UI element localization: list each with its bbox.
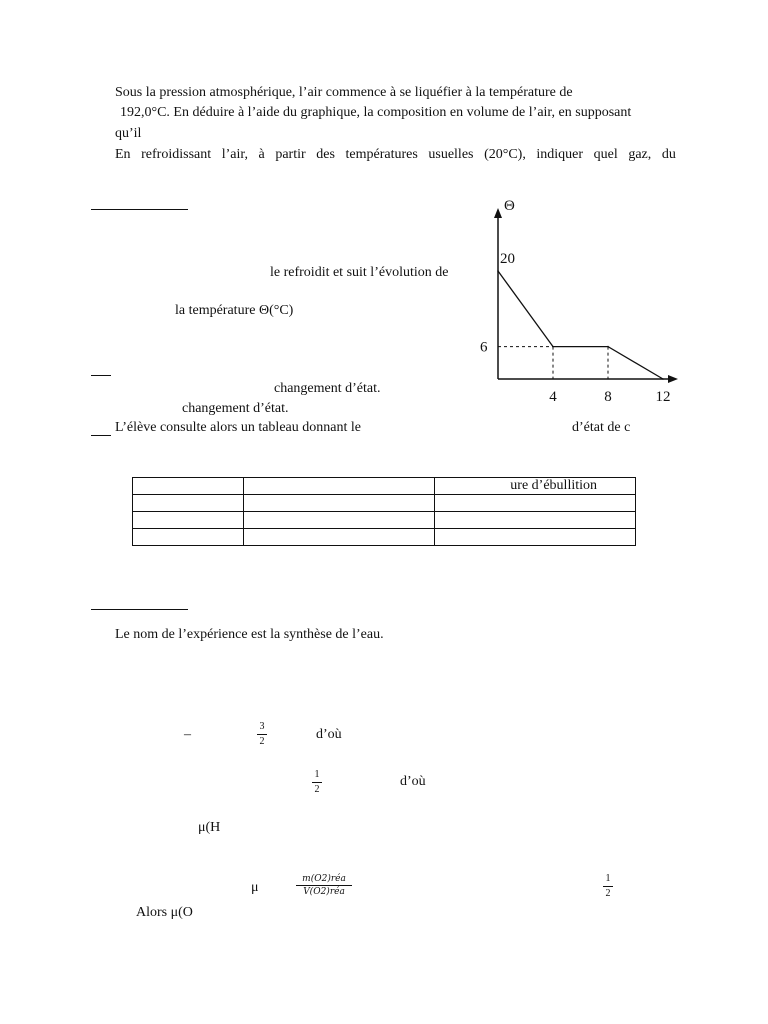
intro-line-4-word: (20°C), (484, 147, 526, 162)
table-row (133, 495, 636, 512)
temperature-graph (470, 190, 690, 420)
table-cell (244, 495, 435, 512)
intro-line-4-word: partir (275, 147, 306, 162)
section-rule-1 (91, 209, 188, 210)
intro-line-3: qu’il (115, 126, 142, 141)
y-tick-label: 6 (480, 339, 488, 356)
table-cell (435, 529, 636, 546)
state-table (132, 477, 636, 546)
intro-line-1: Sous la pression atmosphérique, l’air commence à se liquéfier à la température de (115, 85, 573, 100)
fraction-3-2 (255, 722, 269, 747)
intro-line-4-word: quel (593, 147, 618, 162)
intro-line-2: 192,0°C. En déduire à l’aide du graphique, la composition en volume de l’air, en supposant (120, 105, 632, 120)
fraction-num: 1 (314, 769, 320, 780)
fraction-num: 3 (259, 721, 265, 732)
text-refroidit: le refroidit et suit l’évolution de (270, 265, 449, 280)
short-rule-2 (91, 435, 111, 436)
intro-line-4-word: refroidissant (141, 147, 212, 162)
text-synthese: Le nom de l’expérience est la synthèse de l’eau. (115, 627, 384, 642)
text-dou-1: d’où (316, 727, 342, 742)
fraction-num: 1 (605, 873, 611, 884)
intro-line-4-word: usuelles (428, 147, 474, 162)
table-cell (244, 512, 435, 529)
x-tick-label: 12 (655, 389, 671, 405)
table-cell (133, 512, 244, 529)
intro-line-4 (115, 147, 676, 163)
x-tick-label: 8 (604, 389, 612, 405)
text-changement-2: changement d’état. (182, 401, 289, 416)
series-line (498, 271, 663, 379)
intro-line-4-word: indiquer (536, 147, 584, 162)
table-header-cell: ure d’ébullition (435, 478, 636, 495)
short-rule-1 (91, 375, 111, 376)
text-temperature: la température Θ(°C) (175, 303, 294, 318)
text-mu-h: μ(H (198, 820, 221, 835)
table-row (133, 512, 636, 529)
y-tick-label: 20 (500, 251, 515, 267)
intro-line-4-word: à (258, 147, 265, 162)
table-row (133, 529, 636, 546)
data-point (662, 378, 664, 380)
fraction-1-2-a (310, 770, 324, 795)
text-changement-1: changement d’état. (274, 381, 381, 396)
y-axis-label: Θ (504, 198, 515, 214)
x-axis-arrow (668, 375, 678, 383)
intro-line-4-word: l’air, (221, 147, 248, 162)
table-cell (133, 529, 244, 546)
intro-line-4-word: du (661, 147, 676, 162)
intro-line-4-word: gaz, (628, 147, 652, 162)
dash: – (184, 727, 191, 742)
text-etat-de: d’état de c (572, 420, 631, 435)
text-alors-mu-o: Alors μ(O (136, 905, 193, 920)
table-header-row (133, 478, 636, 495)
intro-line-4-word: En (115, 147, 131, 162)
table-cell (435, 495, 636, 512)
fraction-den: 2 (259, 736, 265, 747)
fraction-den: V(O2)réa (303, 887, 345, 897)
fraction-1-2-b (601, 874, 615, 899)
fraction-den: 2 (314, 784, 320, 795)
table-cell (244, 529, 435, 546)
table-cell (133, 495, 244, 512)
text-eleve-consulte: L’élève consulte alors un tableau donnant le (115, 420, 361, 435)
text-dou-2: d’où (400, 774, 426, 789)
section-rule-2 (91, 609, 188, 610)
intro-line-4-word: températures (345, 147, 418, 162)
fraction-m-over-v (296, 874, 352, 897)
table-header-cell (133, 478, 244, 495)
text-mu: μ (251, 880, 259, 895)
table-cell (435, 512, 636, 529)
fraction-den: 2 (605, 888, 611, 899)
intro-line-4-word: des (316, 147, 335, 162)
y-axis-arrow (494, 208, 502, 218)
data-point (497, 270, 499, 272)
x-tick-label: 4 (549, 389, 557, 405)
table-header-cell (244, 478, 435, 495)
fraction-num: m(O2)réa (302, 874, 346, 884)
